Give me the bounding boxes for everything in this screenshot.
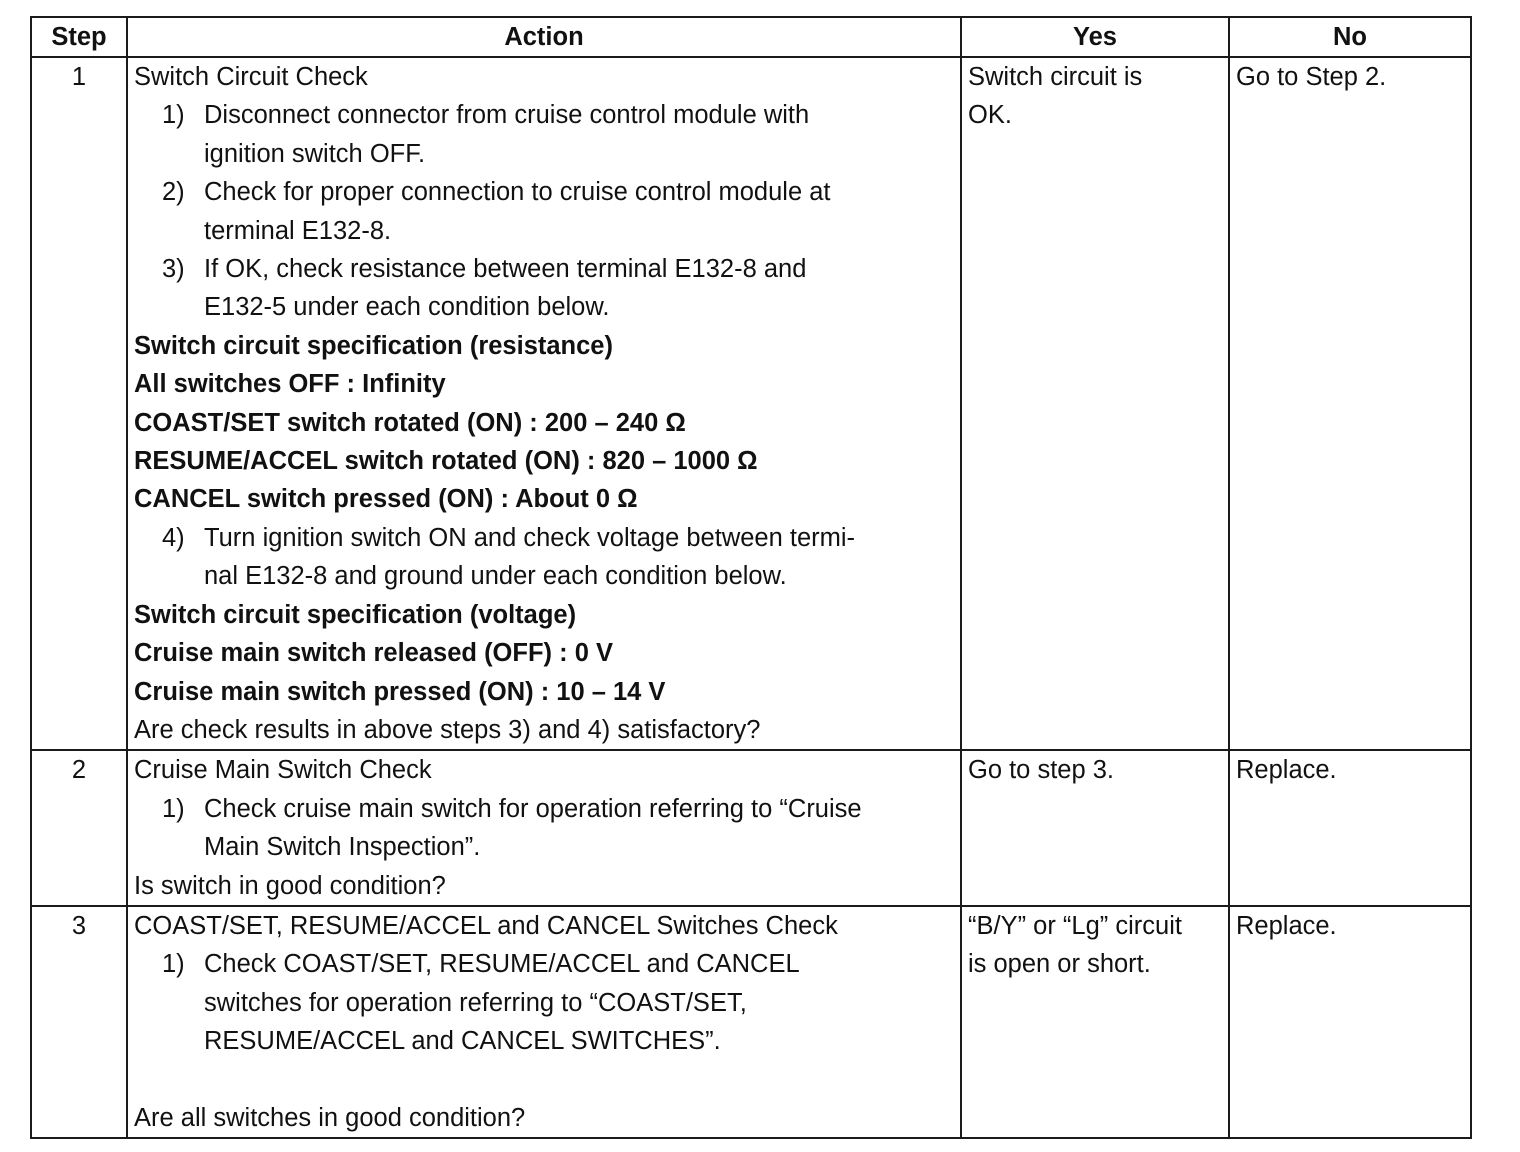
sub-step-number: 4)	[162, 523, 185, 552]
action-cell	[127, 750, 961, 906]
step-title: Switch Circuit Check	[134, 63, 368, 91]
step-title: COAST/SET, RESUME/ACCEL and CANCEL Switches Check	[134, 911, 838, 940]
sub-step-text: Check COAST/SET, RESUME/ACCEL and CANCEL	[204, 950, 800, 979]
sub-step-text: Turn ignition switch ON and check voltage between termi-	[204, 523, 856, 552]
table-row	[31, 750, 1471, 906]
header-action: Action	[127, 17, 961, 57]
no-cell	[1229, 906, 1471, 1138]
header-row	[31, 17, 1471, 57]
action-cell	[127, 906, 961, 1138]
sub-step-text: If OK, check resistance between terminal E132-8 and	[204, 255, 807, 284]
sub-step-number: 1)	[162, 794, 185, 823]
sub-step-number: 2)	[162, 178, 185, 207]
sub-step	[134, 250, 954, 327]
action-cell	[127, 57, 961, 750]
no-cell	[1229, 750, 1471, 906]
yes-cell	[961, 57, 1229, 750]
sub-step-text: nal E132-8 and ground under each condition below.	[204, 562, 787, 591]
sub-step-text: Check for proper connection to cruise control module at	[204, 178, 831, 207]
step-number: 3	[31, 906, 127, 1138]
yes-cell	[961, 906, 1229, 1138]
step-number: 2	[31, 750, 127, 906]
sub-step-text: ignition switch OFF.	[204, 139, 426, 168]
spec-line: Cruise main switch pressed (ON) : 10 – 14 V	[134, 677, 666, 706]
table-row	[31, 57, 1471, 750]
yes-text: Go to step 3.	[968, 756, 1115, 785]
sub-step-number: 1)	[162, 950, 185, 979]
no-cell	[1229, 57, 1471, 750]
sub-step	[134, 96, 954, 173]
spec-heading: Switch circuit specification (resistance)	[134, 331, 613, 360]
spec-line: COAST/SET switch rotated (ON) : 200 – 240 Ω	[134, 408, 686, 437]
check-question: Are all switches in good condition?	[134, 1103, 526, 1132]
spec-line: RESUME/ACCEL switch rotated (ON) : 820 – 1000 Ω	[134, 447, 758, 476]
sub-step-text: RESUME/ACCEL and CANCEL SWITCHES”.	[204, 1027, 721, 1056]
no-text: Replace.	[1236, 756, 1337, 785]
sub-step-text: terminal E132-8.	[204, 216, 392, 245]
table-row	[31, 906, 1471, 1138]
sub-step	[134, 519, 954, 596]
step-title: Cruise Main Switch Check	[134, 756, 432, 785]
yes-text: “B/Y” or “Lg” circuit	[968, 911, 1182, 940]
spec-line: All switches OFF : Infinity	[134, 370, 446, 399]
header-no: No	[1229, 17, 1471, 57]
sub-step-text: Disconnect connector from cruise control module with	[204, 101, 810, 130]
yes-text: OK.	[968, 101, 1012, 130]
sub-step	[134, 173, 954, 250]
sub-step-text: E132-5 under each condition below.	[204, 293, 610, 322]
sub-step	[134, 790, 954, 867]
yes-cell	[961, 750, 1229, 906]
blank-line	[134, 1061, 954, 1099]
no-text: Go to Step 2.	[1236, 63, 1387, 91]
no-text: Replace.	[1236, 911, 1337, 940]
check-question: Is switch in good condition?	[134, 871, 446, 900]
yes-text: is open or short.	[968, 950, 1151, 979]
sub-step-text: switches for operation referring to “COAST/SET,	[204, 988, 747, 1017]
header-step: Step	[31, 17, 127, 57]
sub-step-text: Main Switch Inspection”.	[204, 833, 481, 862]
sub-step-text: Check cruise main switch for operation referring to “Cruise	[204, 794, 862, 823]
sub-step-number: 3)	[162, 255, 185, 284]
spec-line: Cruise main switch released (OFF) : 0 V	[134, 639, 613, 668]
header-yes: Yes	[961, 17, 1229, 57]
step-number: 1	[31, 57, 127, 750]
spec-line: CANCEL switch pressed (ON) : About 0 Ω	[134, 485, 638, 514]
yes-text: Switch circuit is	[968, 63, 1143, 91]
spec-heading: Switch circuit specification (voltage)	[134, 600, 577, 629]
check-question: Are check results in above steps 3) and 4) satisfactory?	[134, 715, 761, 744]
sub-step	[134, 945, 954, 1060]
diagnosis-table	[30, 16, 1472, 1139]
sub-step-number: 1)	[162, 101, 185, 130]
